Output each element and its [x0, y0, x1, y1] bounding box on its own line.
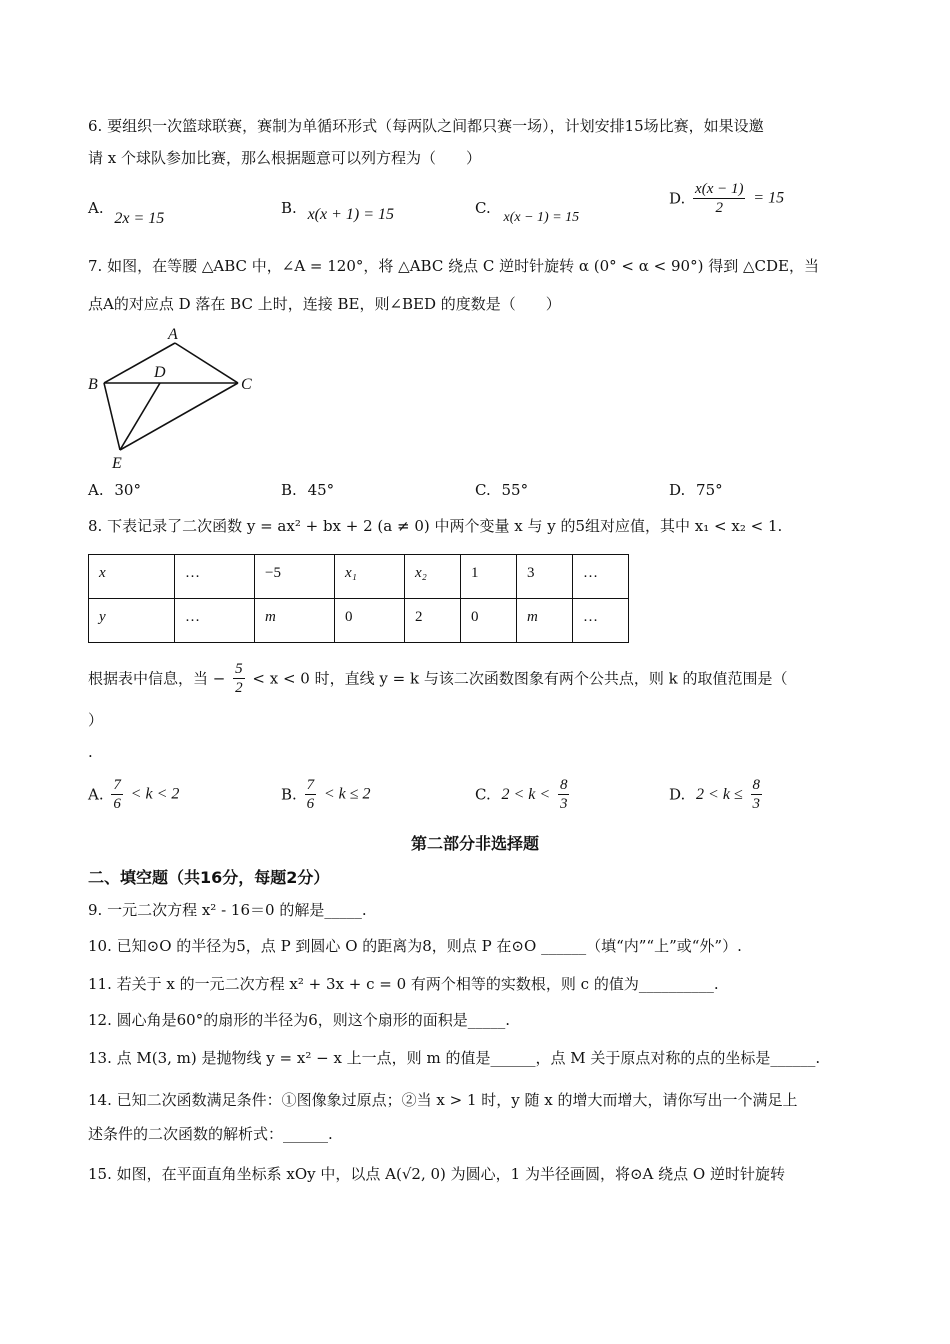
- option-expr: 2 < k <: [501, 785, 551, 803]
- option-expr: < k ≤ 2: [323, 785, 371, 803]
- q8-option-d[interactable]: [669, 776, 765, 813]
- fraction-numerator: x(x − 1): [695, 181, 744, 197]
- q8-line2-post: < x < 0 时，直线 y = k 与该二次函数图象有两个公共点，则 k 的取值范围是（: [252, 669, 788, 688]
- option-expr: x(x − 1) = 15: [503, 210, 580, 225]
- option-label: C.: [475, 481, 491, 499]
- q7-option-a[interactable]: [88, 478, 141, 502]
- q11-line: 11. 若关于 x 的一元二次方程 x² + 3x + c = 0 有两个相等的实数根，则 c 的值为__________.: [88, 975, 719, 993]
- q7-option-d[interactable]: [669, 478, 723, 502]
- fraction-denominator: 6: [306, 796, 315, 812]
- q7-line2: 点A的对应点 D 落在 BC 上时，连接 BE，则∠BED 的度数是（ ）: [88, 295, 561, 313]
- q8-value-table: [88, 554, 629, 643]
- option-label: D.: [669, 481, 686, 499]
- q6-option-c[interactable]: [475, 196, 580, 225]
- q7-line1: 7. 如图，在等腰 △ABC 中，∠A = 120°，将 △ABC 绕点 C 逆时针旋转 α (0° < α < 90°) 得到 △CDE，当: [88, 257, 819, 275]
- table-cell: 1: [461, 555, 517, 599]
- segment-ed: [120, 383, 160, 450]
- q6-line2: 请 x 个球队参加比赛，那么根据题意可以列方程为（ ）: [88, 149, 481, 167]
- q8-option-c[interactable]: [475, 776, 572, 813]
- table-cell: 0: [335, 599, 405, 643]
- fraction-denominator: 6: [113, 796, 121, 812]
- table-cell: 0: [461, 599, 517, 643]
- option-label: D.: [669, 189, 686, 208]
- section2-title: 二、填空题（共16分，每题2分）: [88, 868, 330, 887]
- table-cell: m: [517, 599, 573, 643]
- table-cell: −5: [255, 555, 335, 599]
- table-cell: …: [573, 555, 629, 599]
- q12-line: 12. 圆心角是60°的扇形的半径为6，则这个扇形的面积是_____.: [88, 1011, 511, 1029]
- option-text: 75°: [696, 481, 723, 499]
- label-c: C: [241, 376, 252, 393]
- option-label: A.: [88, 785, 104, 804]
- fraction-numerator: 8: [752, 777, 761, 793]
- fraction-numerator: 7: [306, 777, 315, 793]
- q6-line1: 6. 要组织一次篮球联赛，赛制为单循环形式（每两队之间都只赛一场），计划安排15场比赛，如果设邀: [88, 117, 764, 135]
- q6-option-b[interactable]: [281, 196, 394, 221]
- q6-option-d[interactable]: [669, 180, 784, 217]
- q8-option-b[interactable]: [281, 776, 371, 813]
- option-expr: x(x + 1) = 15: [307, 206, 395, 223]
- q7-option-b[interactable]: [281, 478, 334, 502]
- q9-line: 9. 一元二次方程 x² - 16＝0 的解是_____.: [88, 901, 367, 919]
- table-cell: …: [573, 599, 629, 643]
- table-cell: 3: [517, 555, 573, 599]
- q8-option-a[interactable]: [88, 776, 179, 813]
- option-text: 55°: [501, 481, 529, 499]
- table-cell: x₂: [405, 555, 461, 599]
- table-cell: y: [89, 599, 175, 643]
- q14-line2: 述条件的二次函数的解析式：______.: [88, 1125, 333, 1143]
- label-a: A: [168, 326, 178, 343]
- option-label: D.: [669, 785, 686, 804]
- q8-line2: [88, 660, 787, 697]
- label-e: E: [112, 455, 122, 472]
- fraction: [693, 180, 745, 217]
- q7-option-c[interactable]: [475, 478, 528, 502]
- option-label: C.: [475, 199, 491, 217]
- option-label: A.: [88, 199, 104, 217]
- fraction: [558, 776, 570, 813]
- segment-ac: [175, 343, 238, 383]
- table-cell: …: [175, 599, 255, 643]
- q7-triangle-figure: [82, 322, 262, 474]
- q8-line2-pre: 根据表中信息，当 −: [88, 669, 226, 688]
- option-label: A.: [88, 481, 104, 499]
- q13-line: 13. 点 M(3, m) 是抛物线 y = x² − x 上一点，则 m 的值是______，点 M 关于原点对称的点的坐标是______.: [88, 1049, 821, 1067]
- q8-line1: 8. 下表记录了二次函数 y = ax² + bx + 2 (a ≠ 0) 中两个变量 x 与 y 的5组对应值，其中 x₁ < x₂ < 1.: [88, 517, 783, 535]
- q15-line: 15. 如图，在平面直角坐标系 xOy 中，以点 A(√2, 0) 为圆心，1 为半径画圆，将⊙A 绕点 O 逆时针旋转: [88, 1165, 785, 1183]
- q14-line1: 14. 已知二次函数满足条件：①图像象过原点；②当 x > 1 时，y 随 x 的增大而增大，请你写出一个满足上: [88, 1091, 798, 1109]
- fraction-denominator: 2: [715, 200, 724, 216]
- table-cell: x: [89, 555, 175, 599]
- option-expr: 2 < k ≤: [696, 785, 743, 803]
- fraction-denominator: 3: [559, 796, 568, 812]
- part2-title: 第二部分非选择题: [410, 834, 539, 853]
- fraction-numerator: 5: [235, 661, 243, 677]
- option-text: 30°: [114, 481, 141, 499]
- table-row-x: [89, 555, 629, 599]
- q10-line: 10. 已知⊙O 的半径为5，点 P 到圆心 O 的距离为8，则点 P 在⊙O ______（填“内”“上”或“外”）.: [88, 937, 742, 955]
- option-text: 45°: [307, 481, 335, 499]
- q8-line4: .: [88, 743, 93, 761]
- table-row-y: [89, 599, 629, 643]
- fraction: [111, 776, 123, 813]
- segment-ec: [120, 383, 238, 450]
- fraction-denominator: 3: [752, 796, 761, 812]
- fraction-denominator: 2: [235, 680, 243, 696]
- label-b: B: [88, 376, 98, 393]
- table-cell: x₁: [335, 555, 405, 599]
- fraction-numerator: 8: [559, 777, 568, 793]
- q8-line3: ）: [88, 711, 104, 729]
- fraction-numerator: 7: [113, 777, 121, 793]
- option-label: B.: [281, 481, 297, 499]
- table-cell: 2: [405, 599, 461, 643]
- option-label: B.: [281, 199, 297, 217]
- fraction: [233, 660, 245, 697]
- table-cell: …: [175, 555, 255, 599]
- fraction: [305, 776, 317, 813]
- option-expr: 2x = 15: [114, 210, 165, 227]
- option-expr: < k < 2: [130, 785, 180, 803]
- table-cell: m: [255, 599, 335, 643]
- option-label: C.: [475, 785, 491, 804]
- segment-be: [104, 383, 120, 450]
- option-label: B.: [281, 785, 297, 804]
- fraction: [751, 776, 763, 813]
- q6-option-a[interactable]: [88, 196, 165, 227]
- option-expr: = 15: [753, 189, 785, 207]
- label-d: D: [154, 364, 166, 381]
